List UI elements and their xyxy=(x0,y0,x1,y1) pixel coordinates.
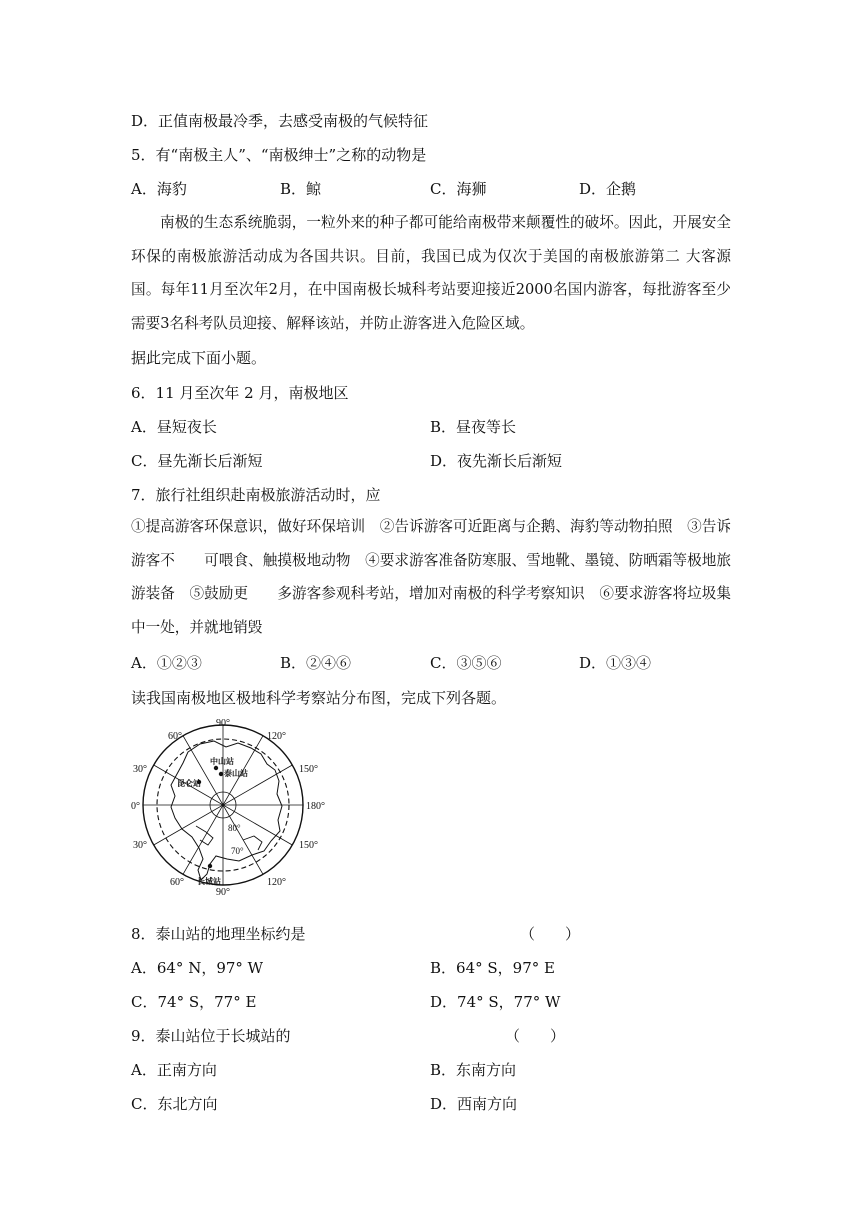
zhongshan-station-dot xyxy=(214,766,218,770)
label-30-lower: 30° xyxy=(133,840,147,851)
q9-option-b: B．东南方向 xyxy=(430,1061,517,1079)
q7-body: ①提高游客环保意识，做好环保培训 ②告诉游客可近距离与企鹅、海豹等动物拍照 ③告诉游客不 可喂食、触摸极地动物 ④要求游客准备防寒服、雪地靴、墨镜、防晒霜等极地旅游装备 ⑤鼓励更 多游客参观科考站，增加对南极的科学考察知识 ⑥要求游客将垃圾集中一处，并就地销毁 xyxy=(131,518,731,636)
taishan-label: 泰山站 xyxy=(224,769,248,778)
label-70: 70° xyxy=(231,846,244,856)
q7-option-d: D．①③④ xyxy=(579,654,652,672)
label-30-upper: 30° xyxy=(133,764,147,775)
q8-option-c: C．74° S，77° E xyxy=(131,993,257,1011)
label-60-lower: 60° xyxy=(170,877,184,888)
antarctic-station-map xyxy=(130,714,335,896)
q6-option-d: D．夜先渐长后渐短 xyxy=(430,452,563,470)
label-150-lower: 150° xyxy=(299,840,318,851)
label-0: 0° xyxy=(131,801,140,812)
passage-instruction: 据此完成下面小题。 xyxy=(131,349,267,367)
q9-answer-paren: （ ） xyxy=(505,1027,566,1045)
q7-stem: 7．旅行社组织赴南极旅游活动时，应 xyxy=(131,486,381,504)
ice-shelf-line xyxy=(196,826,213,845)
ice-shelf-line-2 xyxy=(243,836,262,850)
label-90-bottom: 90° xyxy=(216,887,230,896)
taishan-station-dot xyxy=(219,772,223,776)
changcheng-label: 长城站 xyxy=(197,877,221,886)
q6-option-b: B．昼夜等长 xyxy=(430,418,517,436)
q8-option-d: D．74° S，77° W xyxy=(430,993,561,1011)
q8-option-a: A．64° N，97° W xyxy=(131,959,264,977)
map-svg xyxy=(130,714,335,896)
q6-option-a: A．昼短夜长 xyxy=(131,418,217,436)
q5-option-a: A．海豹 xyxy=(131,180,187,198)
changcheng-station-dot xyxy=(208,864,212,868)
label-120-upper: 120° xyxy=(267,731,286,742)
label-120-lower: 120° xyxy=(267,877,286,888)
zhongshan-label: 中山站 xyxy=(210,757,234,766)
q4-option-d: D．正值南极最冷季，去感受南极的气候特征 xyxy=(131,112,429,130)
q8-option-b: B．64° S，97° E xyxy=(430,959,555,977)
q8-answer-paren: （ ） xyxy=(520,925,581,943)
q9-option-a: A．正南方向 xyxy=(131,1061,217,1079)
label-150-upper: 150° xyxy=(299,764,318,775)
label-90-top: 90° xyxy=(216,718,230,729)
q8-stem: 8．泰山站的地理坐标约是 xyxy=(131,925,306,943)
label-80: 80° xyxy=(228,823,241,833)
q7-option-c: C．③⑤⑥ xyxy=(430,654,502,672)
q6-option-c: C．昼先渐长后渐短 xyxy=(131,452,263,470)
label-60-upper: 60° xyxy=(168,731,182,742)
q5-option-b: B．鲸 xyxy=(280,180,322,198)
q7-option-b: B．②④⑥ xyxy=(280,654,352,672)
meridians xyxy=(143,725,303,885)
q9-option-d: D．西南方向 xyxy=(430,1095,518,1113)
q7-option-a: A．①②③ xyxy=(131,654,202,672)
q5-option-c: C．海狮 xyxy=(430,180,487,198)
q9-stem: 9．泰山站位于长城站的 xyxy=(131,1027,291,1045)
q5-stem: 5．有“南极主人”、“南极绅士”之称的动物是 xyxy=(131,146,427,164)
q9-option-c: C．东北方向 xyxy=(131,1095,218,1113)
kunlun-label: 昆仑站 xyxy=(177,779,201,788)
label-180: 180° xyxy=(306,801,325,812)
map-intro: 读我国南极地区极地科学考察站分布图，完成下列各题。 xyxy=(131,689,507,707)
passage-text: 南极的生态系统脆弱，一粒外来的种子都可能给南极带来颠覆性的破坏。因此，开展安全环保的南极旅游活动成为各国共识。目前，我国已成为仅次于美国的南极旅游第二 大客源国。每年11月至次年2月，在中国南极长城科考站要迎接近2000名国内游客，每批游客至少需要3名科考队员迎接、解释该站，并防止游客进入危险区域。 xyxy=(131,214,731,332)
q6-stem: 6．11 月至次年 2 月，南极地区 xyxy=(131,384,349,402)
q5-option-d: D．企鹅 xyxy=(579,180,637,198)
